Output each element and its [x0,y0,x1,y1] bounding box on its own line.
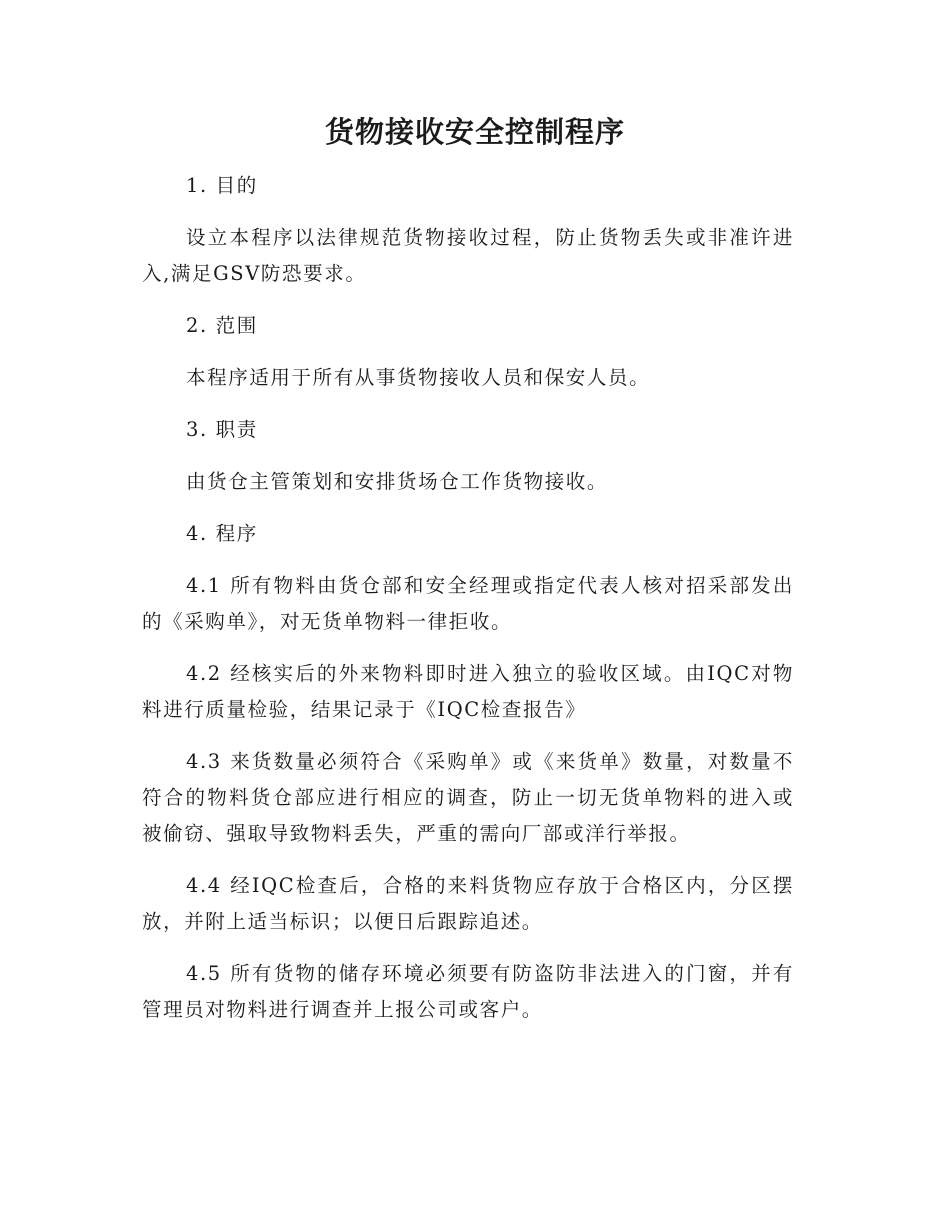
paragraph-responsibility: 由货仓主管策划和安排货场仓工作货物接收。 [186,470,609,493]
section-heading-responsibility: 3. 职责 [186,418,258,441]
paragraph-purpose: 设立本程序以法律规范货物接收过程，防止货物丢失或非准许进入,满足GSV防恐要求。 [142,226,794,285]
paragraph-procedure-4-2: 4.2 经核实后的外来物料即时进入独立的验收区域。由IQC对物料进行质量检验，结果记录于《IQC检查报告》 [142,662,794,721]
document-title: 货物接收安全控制程序 [324,115,625,149]
paragraph-procedure-4-5: 4.5 所有货物的储存环境必须要有防盗防非法进入的门窗，并有管理员对物料进行调查并上报公司或客户。 [142,962,794,1021]
paragraph-procedure-4-3: 4.3 来货数量必须符合《采购单》或《来货单》数量，对数量不符合的物料货仓部应进行相应的调查，防止一切无货单物料的进入或被偷窃、强取导致物料丢失，严重的需向厂部或洋行举报。 [142,750,794,845]
section-heading-scope: 2. 范围 [186,314,258,337]
paragraph-procedure-4-4: 4.4 经IQC检查后，合格的来料货物应存放于合格区内，分区摆放，并附上适当标识；以便日后跟踪追述。 [142,874,794,933]
section-heading-procedure: 4. 程序 [186,522,258,545]
paragraph-procedure-4-1: 4.1 所有物料由货仓部和安全经理或指定代表人核对招采部发出的《采购单》，对无货单物料一律拒收。 [142,574,794,633]
section-heading-purpose: 1. 目的 [186,174,258,197]
document-body [142,168,794,1044]
paragraph-scope: 本程序适用于所有从事货物接收人员和保安人员。 [186,366,651,389]
